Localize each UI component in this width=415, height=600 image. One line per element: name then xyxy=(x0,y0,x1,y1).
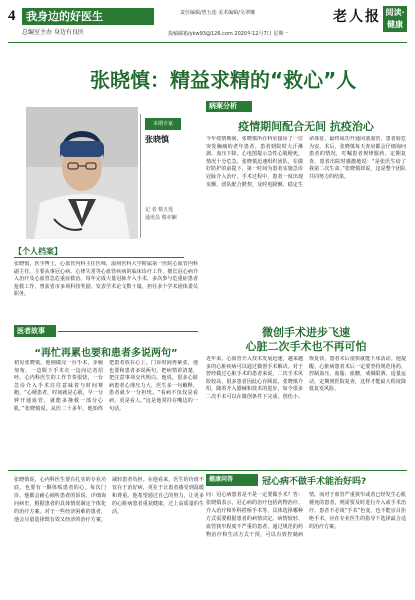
story-rule xyxy=(58,331,198,332)
qa-title: 冠心病不做手术能治好吗? xyxy=(262,477,367,487)
surgery-title-line1: 微创手术进步飞速 xyxy=(262,326,350,339)
qa-tag: 健康问答 xyxy=(206,474,258,486)
bottom-rule xyxy=(8,470,407,471)
case-analysis-body: 今年疫情期间，张晓慎所在科室接诊了一位突发胸痛的老年患者。患者到院时大汗淋漓、血压下降，心电图提示急性心肌梗死，情况十分危急。张晓慎迅速组织团队，在做好防护的前提下，第一时间为患者实施急诊冠脉介入治疗。手术过程中，患者一度出现室颤，团队配合默契，及时电除颤、稳定生命体征，最终成功开通闭塞血管，患者转危为安。术后，张晓慎每天查房都会仔细询问患者的情况，叮嘱患者规律服药、定期复查。患者出院时感激地说：“是张医生给了我第二次生命。”张晓慎却说，这是整个团队共同努力的结果。 xyxy=(206,136,406,188)
case-analysis-title: 疫情期间配合无间 抗疫治心 xyxy=(238,120,374,133)
section-badge: 阅读·健康 xyxy=(383,6,407,32)
page-header xyxy=(8,6,407,50)
story-tag: 医者故事 xyxy=(14,325,56,337)
surgery-title-line2: 心脏二次手术也不再可怕 xyxy=(245,340,367,353)
profile-body: 张晓慎，医学博士，心血管内科主任医师，温州医科大学附属第一医院心血管内科副主任。主要从事冠心病、心律失常等心血管疾病的临床诊疗工作，擅长冠心病介入治疗及心血管急危重症救治。每年完成大量冠脉介入手术，多次参与危重症患者抢救工作，曾获省市多项科技奖励，发表学术论文数十篇，担任多个学术团体委员职务。 xyxy=(14,261,198,298)
expert-name: 张晓慎 xyxy=(145,135,169,144)
page-number: 4 xyxy=(8,8,16,24)
story-body: 初见张晓慎，他刚做完一台手术，步履匆匆，一边脱下手术衣一边向记者招呼。心内科医生的工作节奏很快，一台急诊介入手术往往意味着与时间赛跑。“心梗患者，时间就是心肌，早一分钟开通血管，就能多挽救一部分心肌。”张晓慎说。从医二十多年，他始终把患者放在心上。门诊时间再紧张，他也要和患者多说两句，把病情讲清楚，把注意事项交代明白。他说，很多心脏病患者心理压力大，医生多一句解释，患者就少一分担忧。“看病不仅仅是看病，更是看人。”这是他常挂在嘴边的一句话。 xyxy=(14,360,198,412)
doctor-portrait xyxy=(26,107,138,239)
column-slogan: 总编室主办 身边有良医 xyxy=(22,29,84,36)
qa-body: 问：冠心病患者是不是一定要做手术？答：张晓慎表示，冠心病的治疗包括药物治疗、介入治疗和外科搭桥手术等，具体选择哪种方式需要根据患者的病情决定。病情较轻、血管狭窄程度不严重的患者，通过规范的药物治疗和生活方式干预，可以有效控制病情。而对于血管严重狭窄或者已经发生心肌梗死的患者，则需要及时进行介入或手术治疗。患者不必谈“手术”色变，也不能盲目拒绝手术，应在专业医生的指导下选择最合适的治疗方案。 xyxy=(206,492,406,538)
story-title: “再忙再累也要和患者多说两句” xyxy=(34,348,178,359)
issue-date: 投稿邮箱/ykw93@126.com 2020年12月7日 星期一 xyxy=(168,31,289,37)
surgery-body: 近年来，心血管介入技术发展迅速，越来越多的心脏疾病可以通过微创手术解决。对于曾经做过心脏手术的患者来说，二次手术风险较高，很多患者因此心存顾虑。张晓慎介绍，随着介入器械和技术的进步，如今很多二次手术可以在微创条件下完成，创伤小、恢复快，患者术后很快就能下床活动。他提醒，心脏病患者术后一定要坚持规范用药，控制血压、血脂、血糖，戒烟限酒，适量运动，定期到医院复查，这样才能最大程度降低复发风险。 xyxy=(206,356,406,400)
editor-credits: 责任编辑/曾五莲 美术编辑/吴翠娜 xyxy=(180,10,255,16)
expert-namecard xyxy=(140,114,184,238)
qa-band xyxy=(206,474,406,486)
expert-label: 本期专家 xyxy=(145,118,181,130)
reporter-credits: 记 者 蔡五莲 通讯员 蔡亦娴 xyxy=(145,207,177,221)
case-analysis-tag: 病案分析 xyxy=(206,101,252,112)
masthead: 老人报 xyxy=(333,9,381,25)
story-band xyxy=(8,325,198,337)
profile-heading: 【个人档案】 xyxy=(14,246,184,258)
header-rule xyxy=(8,42,407,43)
closing-body: 张晓慎说，心内科医生要有扎实的专业功底，也要有一颗体贴患者的心。每次门诊，他都会耐心倾听患者的诉说，详细询问病史，根据患者的具体情况制定个体化的治疗方案。对于一些经济困难的患者，他会尽量选择既有效又经济的治疗方案，减轻患者负担。在他看来，医生的价值不仅在于治好病，更在于让患者感受到温暖和尊重。他希望通过自己的努力，让更多的心脏病患者重获健康，过上高质量的生活。 xyxy=(14,477,204,523)
column-name: 我身边的好医生 xyxy=(22,8,154,25)
page-title: 张晓慎：精益求精的“救心”人 xyxy=(90,68,357,92)
doctor-portrait-image xyxy=(26,107,138,239)
